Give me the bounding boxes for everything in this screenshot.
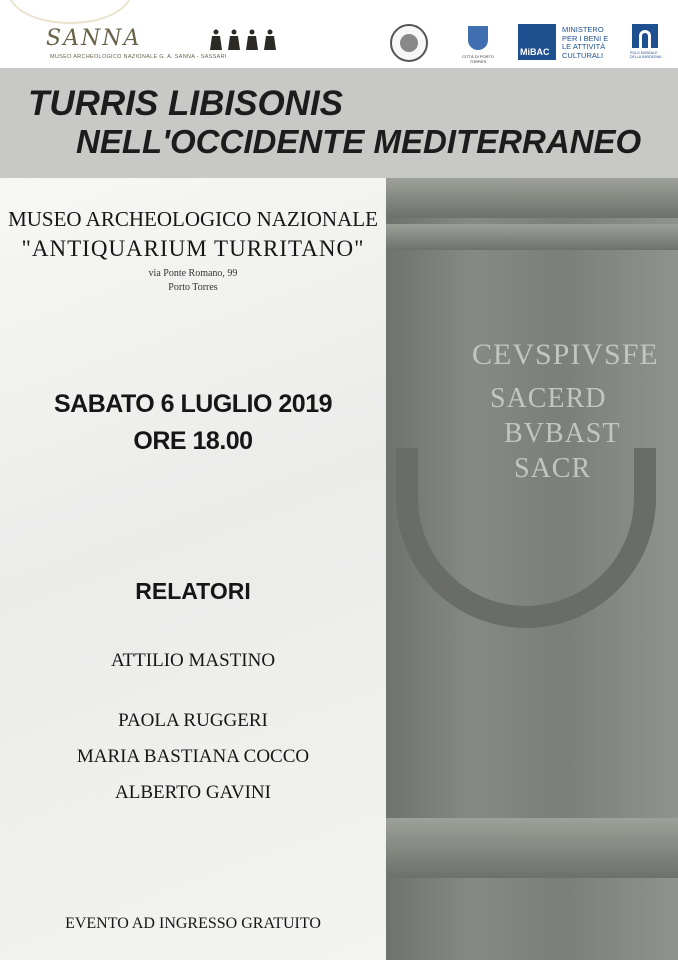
decorative-arc (8, 0, 132, 24)
speaker-name: MARIA BASTIANA COCCO (76, 746, 310, 767)
event-date: SABATO 6 LUGLIO 2019 (53, 390, 333, 418)
mibac-logo (518, 24, 626, 62)
inscription-line-4: SACR (514, 453, 592, 484)
crest-caption: CITTÀ DI PORTO TORRES (462, 54, 494, 64)
inscription-line-2: SACERD (490, 383, 607, 414)
sanna-logo-subtitle: MUSEO ARCHEOLOGICO NAZIONALE G. A. SANNA - SASSARI (50, 54, 227, 60)
polo-museale-text: POLO MUSEALE DELLA SARDEGNA (630, 51, 662, 59)
venue-line-2: "ANTIQUARIUM TURRITANO" (21, 236, 365, 261)
title-line-1: TURRIS LIBISONIS (28, 84, 344, 123)
crest-shield-icon (468, 26, 488, 50)
photo-base-molding (386, 818, 678, 878)
title-line-2: NELL'OCCIDENTE MEDITERRANEO (76, 123, 642, 160)
photo-top-molding (386, 178, 678, 218)
event-time: ORE 18.00 (133, 427, 253, 455)
inscription-line-3: BVBAST (504, 418, 621, 449)
venue-address: via Ponte Romano, 99 (148, 268, 238, 279)
speakers-heading: RELATORI (135, 578, 251, 604)
speaker-name: PAOLA RUGGERI (118, 710, 268, 731)
seal-logo-icon (390, 24, 428, 62)
photo-molding-2 (386, 224, 678, 250)
sanna-logo (46, 22, 282, 62)
speaker-name: ATTILIO MASTINO (110, 650, 276, 671)
mibac-box-label: MiBAC (520, 47, 550, 57)
porto-torres-crest (458, 26, 498, 62)
wreath-relief (396, 448, 656, 628)
venue-line-1: MUSEO ARCHEOLOGICO NAZIONALE (8, 207, 378, 231)
altar-photo (386, 178, 678, 960)
speaker-name: ALBERTO GAVINI (115, 782, 271, 803)
polo-museale-logo (630, 24, 664, 62)
text-panel (0, 178, 386, 960)
mibac-logo-icon (518, 24, 556, 60)
polo-museale-icon (632, 24, 658, 48)
mibac-text: MINISTERO PER I BENI E LE ATTIVITÀ CULTURALI (562, 25, 609, 60)
admission-note: EVENTO AD INGRESSO GRATUITO (65, 915, 321, 932)
dancers-icon (208, 28, 278, 54)
sanna-logo-word: SANNA (46, 26, 142, 51)
inscription-line-1: CEVSPIVSFE (472, 338, 659, 371)
logo-bar (0, 0, 678, 68)
venue-city: Porto Torres (168, 282, 218, 293)
